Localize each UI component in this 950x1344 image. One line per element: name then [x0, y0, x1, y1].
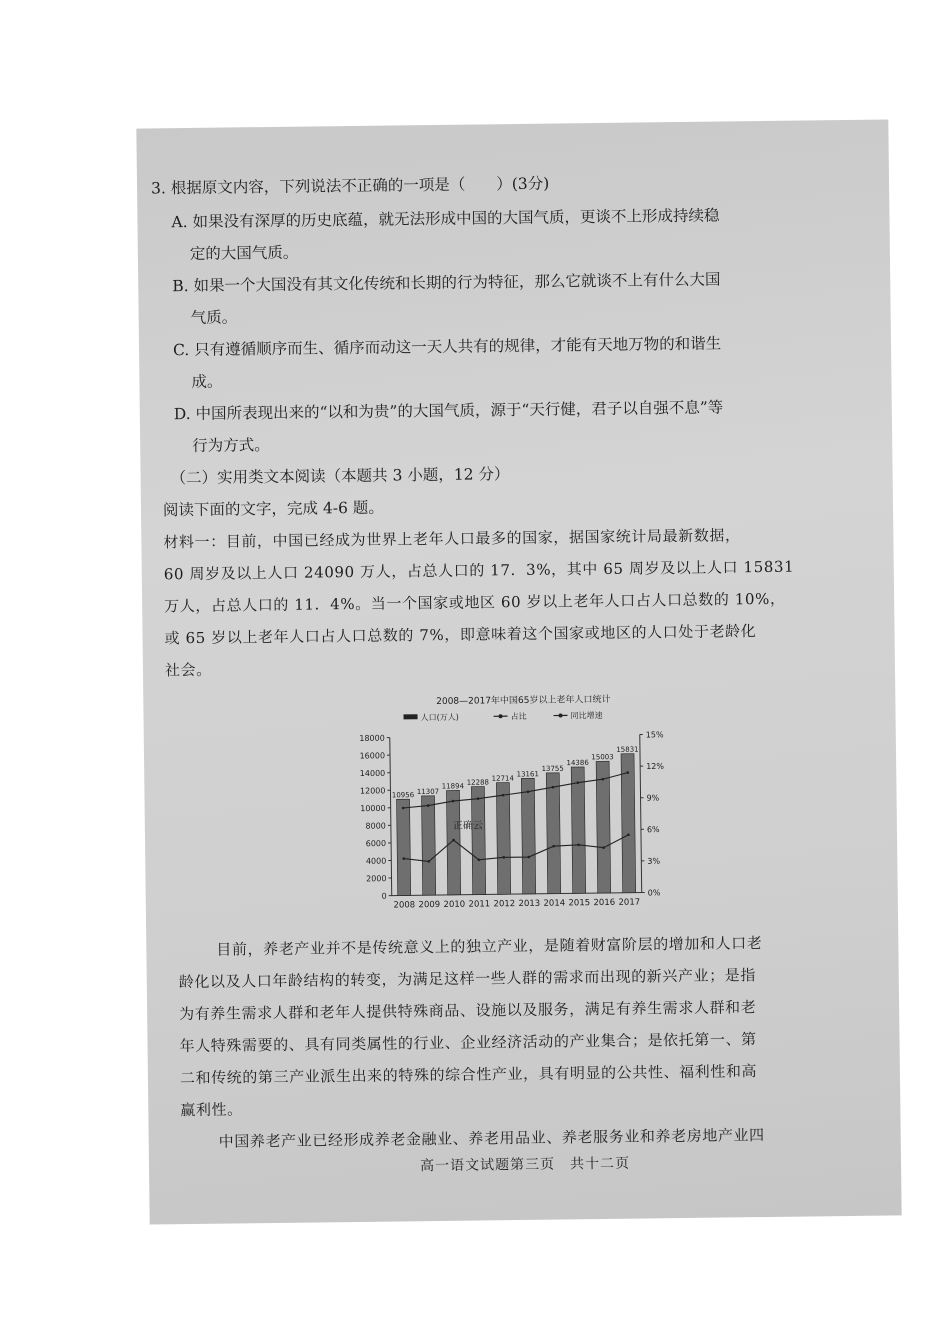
bar-2015	[571, 767, 586, 893]
bar-2016	[596, 761, 611, 893]
option-a-line2: 定的大国气质。	[189, 243, 299, 263]
y-right-tick-label: 0%	[647, 888, 661, 898]
para1-line3: 为有养生需求人群和老年人提供特殊商品、设施以及服务，满足有养生需求人群和老	[179, 998, 757, 1024]
para1-line1: 目前，养老产业并不是传统意义上的独立产业，是随着财富阶层的增加和人口老	[216, 934, 763, 959]
bar-value-label: 11894	[441, 782, 465, 791]
x-tick-label: 2011	[468, 899, 491, 910]
option-d-line2: 行为方式。	[192, 436, 270, 455]
chart-title: 2008—2017年中国65岁以上老年人口统计	[436, 694, 611, 708]
bar-value-label: 11307	[416, 787, 440, 797]
y-left-tick-label: 14000	[359, 768, 386, 779]
legend-label: 占比	[510, 711, 527, 722]
bar-2017	[621, 754, 636, 893]
chart-legend	[403, 710, 602, 722]
option-c-line1: C. 只有遵循顺序而生、循序而动这一天人共有的规律，才能有天地万物的和谐生	[172, 334, 722, 360]
elderly-population-chart	[343, 688, 706, 922]
bar-2013	[521, 778, 535, 894]
bar-2009	[422, 796, 436, 895]
material1-line5: 社会。	[164, 660, 212, 680]
bar-value-label: 15003	[591, 753, 614, 762]
y-left-tick-label: 6000	[365, 838, 387, 849]
material1-line3: 万人，占总人口的 11．4%。当一个国家或地区 60 岁以上老年人口占人口总数的 10%，	[164, 589, 786, 616]
bar-value-label: 13755	[541, 764, 564, 773]
x-tick-label: 2010	[443, 899, 466, 910]
y-axis-right	[640, 735, 642, 893]
x-tick-label: 2008	[393, 900, 416, 911]
bar-2008	[397, 799, 411, 895]
x-tick-label: 2012	[493, 899, 516, 910]
legend-swatch-marker	[499, 714, 503, 718]
bar-2014	[546, 773, 560, 894]
option-b-line1: B. 如果一个大国没有其文化传统和长期的行为特征，那么它就谈不上有什么大国	[172, 270, 721, 296]
y-right-tick-label: 15%	[645, 730, 664, 740]
y-left-tick-label: 10000	[360, 803, 386, 814]
y-left-tick-label: 16000	[359, 751, 386, 761]
material1-line1: 材料一：目前，中国已经成为世界上老年人口最多的国家，据国家统计局最新数据，	[163, 526, 741, 552]
x-tick-label: 2016	[593, 897, 616, 909]
para1-line4: 年人特殊需要的、具有同类属性的行业、企业经济活动的产业集合；是依托第一、第	[179, 1030, 757, 1056]
y-left-tick-label: 4000	[365, 856, 387, 866]
y-left-tick-label: 8000	[365, 821, 386, 831]
bar-2010	[446, 790, 460, 895]
option-d-line1: D. 中国所表现出来的“以和为贵”的大国气质，源于“天行健，君子以自强不息”等	[173, 398, 724, 424]
material1-line4: 或 65 岁以上老年人口占人口总数的 7%，即意味着这个国家或地区的人口处于老龄化	[164, 622, 757, 648]
bar-value-label: 13161	[516, 770, 539, 779]
chart-bars	[391, 746, 640, 896]
para1-line5: 二和传统的第三产业派生出来的特殊的综合性产业，具有明显的公共性、福利性和高	[179, 1062, 758, 1088]
bar-value-label: 15831	[616, 745, 639, 754]
y-left-tick-label: 0	[381, 891, 387, 901]
para2-line1: 中国养老产业已经形成养老金融业、养老用品业、养老服务业和养老房地产业四	[218, 1126, 765, 1151]
y-axis-left	[390, 738, 392, 896]
option-b-line2: 气质。	[190, 308, 238, 327]
x-tick-label: 2009	[418, 899, 441, 911]
line-series-2	[404, 835, 629, 862]
bar-value-label: 12714	[491, 774, 514, 783]
y-right-tick-label: 9%	[646, 793, 660, 803]
question-3-stem: 3. 根据原文内容，下列说法不正确的一项是（ ）(3分)	[150, 174, 550, 198]
bar-value-label: 10956	[391, 791, 415, 800]
chart-watermark: 正确云	[452, 820, 483, 832]
option-c-line2: 成。	[191, 372, 223, 391]
exam-page	[136, 119, 901, 1224]
y-right-tick-label: 6%	[646, 825, 660, 835]
y-left-tick-label: 18000	[359, 733, 385, 743]
legend-label: 人口(万人)	[420, 712, 459, 723]
section-instruction: 阅读下面的文字，完成 4-6 题。	[162, 498, 384, 520]
x-tick-label: 2014	[543, 898, 566, 909]
para1-line6: 赢利性。	[180, 1100, 243, 1120]
para1-line2: 龄化以及人口年龄结构的转变，为满足这样一些人群的需求而出现的新兴产业；是指	[178, 966, 757, 992]
page-footer: 高一语文试题第三页 共十二页	[419, 1155, 631, 1175]
y-left-tick-label: 12000	[359, 786, 386, 796]
bar-value-label: 14386	[566, 758, 589, 768]
y-left-tick-label: 2000	[366, 874, 387, 884]
y-right-tick-label: 12%	[646, 761, 664, 772]
legend-swatch-marker	[559, 713, 563, 717]
x-tick-label: 2013	[518, 898, 541, 910]
bar-2011	[471, 787, 485, 895]
bar-2012	[496, 783, 510, 895]
legend-swatch-bar	[404, 714, 418, 719]
x-tick-label: 2017	[618, 897, 641, 908]
section-heading: （二）实用类文本阅读（本题共 3 小题，12 分）	[170, 465, 510, 488]
material1-line2: 60 周岁及以上人口 24090 万人，占总人口的 17．3%，其中 65 周岁及以上人口 15831	[163, 557, 795, 584]
x-tick-label: 2015	[568, 898, 591, 909]
bar-value-label: 12288	[466, 778, 490, 787]
legend-label: 同比增速	[570, 710, 603, 721]
option-a-line1: A. 如果没有深厚的历史底蕴，就无法形成中国的大国气质，更谈不上形成持续稳	[171, 206, 720, 232]
y-right-tick-label: 3%	[647, 856, 661, 866]
chart-lines	[401, 771, 630, 863]
